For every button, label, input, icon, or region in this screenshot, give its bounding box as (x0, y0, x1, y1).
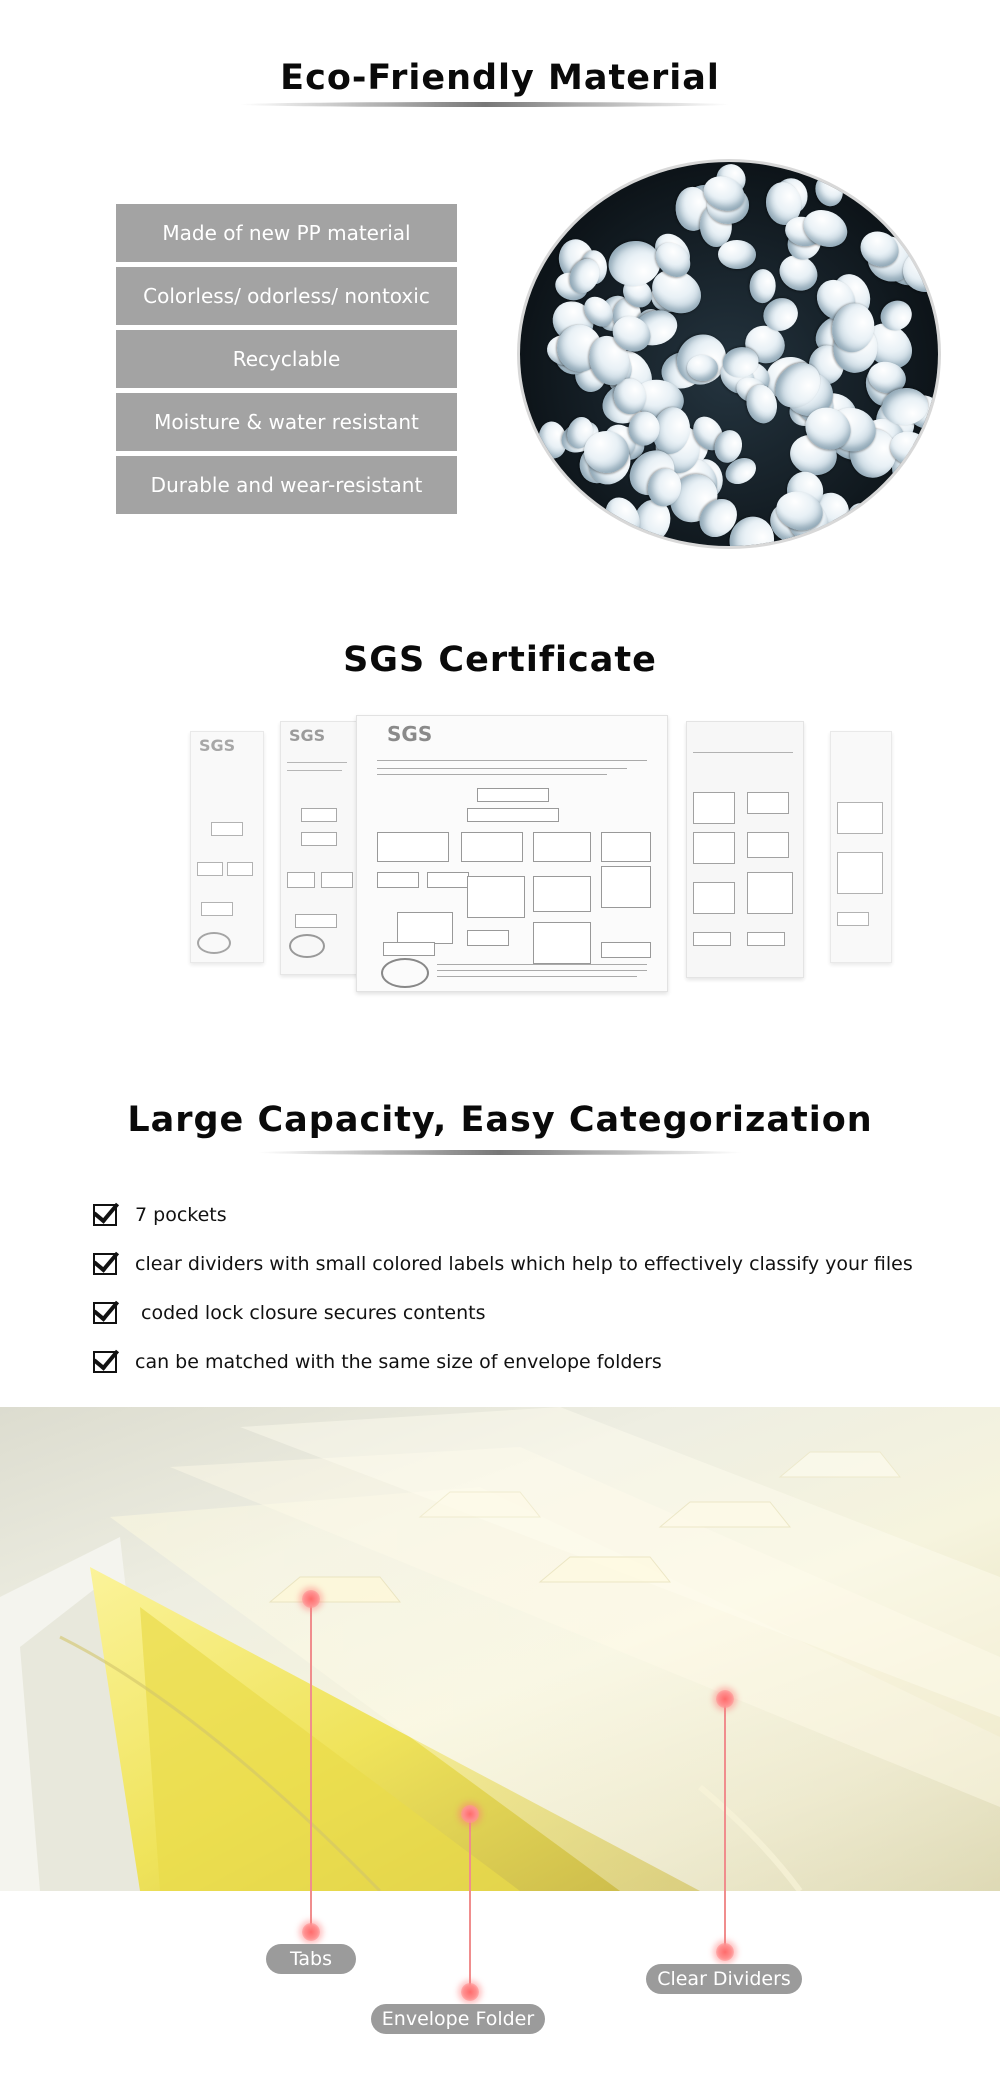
tabs-callout-dot (302, 1923, 320, 1941)
feature-item: Moisture & water resistant (116, 393, 457, 451)
pellet (718, 240, 757, 270)
pp-pellets-image (520, 162, 938, 546)
pellet (811, 171, 847, 210)
feature-item: Made of new PP material (116, 204, 457, 262)
folder-illustration (0, 1407, 1000, 1891)
feature-item: Durable and wear-resistant (116, 456, 457, 514)
certificate-page (280, 721, 360, 975)
checklist-text: 7 pockets (135, 1203, 227, 1226)
sgs-logo: SGS (387, 722, 433, 746)
section-title-material: Eco-Friendly Material (280, 58, 720, 98)
clear-dividers-label: Clear Dividers (646, 1964, 802, 1994)
tabs-callout-dot (302, 1590, 320, 1608)
expanding-folder-photo (0, 1407, 1000, 1891)
checkmark-icon (93, 1351, 117, 1373)
envelope-folder-callout-dot (461, 1983, 479, 2001)
title-underline (258, 1150, 742, 1155)
section-title-certificate: SGS Certificate (343, 640, 657, 680)
feature-item: Colorless/ odorless/ nontoxic (116, 267, 457, 325)
checklist-text: coded lock closure secures contents (141, 1301, 486, 1324)
clear-dividers-callout-dot (716, 1690, 734, 1708)
certificate-page (830, 731, 892, 963)
title-underline (240, 102, 730, 107)
checklist-item (93, 1239, 973, 1288)
clear-dividers-callout-dot (716, 1943, 734, 1961)
clear-dividers-leader-line (724, 1700, 726, 1952)
checklist-item (93, 1288, 973, 1337)
checklist-item (93, 1190, 973, 1239)
tabs-label: Tabs (266, 1944, 356, 1974)
feature-item: Recyclable (116, 330, 457, 388)
sgs-logo: SGS (199, 736, 236, 755)
feature-list (116, 204, 457, 519)
certificate-gallery (190, 715, 900, 995)
section-title-capacity: Large Capacity, Easy Categorization (127, 1100, 873, 1140)
checkmark-icon (93, 1253, 117, 1275)
sgs-logo: SGS (289, 726, 326, 745)
envelope-folder-leader-line (469, 1814, 471, 1992)
checkmark-icon (93, 1302, 117, 1324)
checklist-text: clear dividers with small colored labels which help to effectively classify your files (135, 1252, 913, 1275)
certificate-page (190, 731, 264, 963)
envelope-folder-label: Envelope Folder (371, 2004, 545, 2034)
tabs-leader-line (310, 1600, 312, 1932)
certificate-page (686, 721, 804, 978)
feature-checklist (93, 1190, 973, 1386)
checklist-text: can be matched with the same size of envelope folders (135, 1350, 662, 1373)
certificate-page-main (356, 715, 668, 992)
checkmark-icon (93, 1204, 117, 1226)
envelope-folder-callout-dot (461, 1805, 479, 1823)
checklist-item (93, 1337, 973, 1386)
pellet (749, 269, 776, 303)
